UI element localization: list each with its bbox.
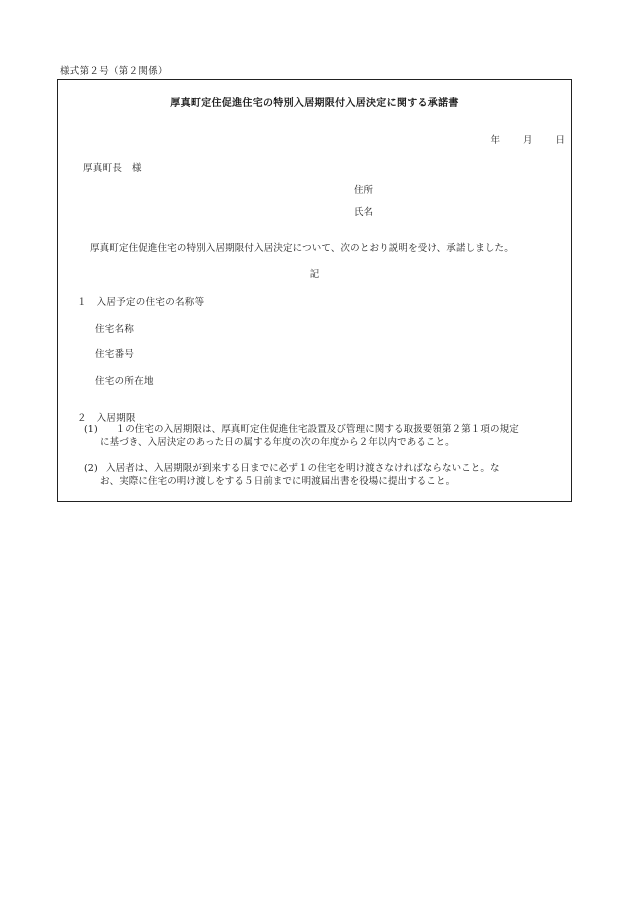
item-text-line2: お、実際に住宅の明け渡しをする５日前までに明渡届出書を役場に提出すること。 — [100, 476, 456, 487]
intro-statement: 厚真町定住促進住宅の特別入居期限付入居決定について、次のとおり説明を受け、承諾しました。 — [90, 243, 514, 254]
item-number: (1) — [84, 424, 98, 435]
addressee: 厚真町長 様 — [83, 163, 142, 174]
section-2-heading: ２ 入居期限 — [77, 413, 136, 424]
form-frame — [57, 79, 572, 502]
field-house-location: 住宅の所在地 — [95, 376, 154, 387]
section-2-item-1 — [84, 423, 519, 449]
name-label: 氏名 — [354, 207, 374, 218]
item-text-line2: に基づき、入居決定のあった日の属する年度の次の年度から２年以内であること。 — [100, 437, 455, 448]
form-number-label: 様式第２号（第２関係） — [60, 66, 168, 77]
item-number: (2) — [84, 463, 98, 474]
date-line — [490, 132, 565, 146]
date-day: 日 — [555, 135, 565, 146]
field-house-number: 住宅番号 — [95, 349, 135, 360]
address-label: 住所 — [354, 185, 374, 196]
field-house-name: 住宅名称 — [95, 324, 135, 335]
item-text-line1: １の住宅の入居期限は、厚真町定住促進住宅設置及び管理に関する取扱要領第２第１項の規定 — [106, 424, 519, 435]
date-year: 年 — [490, 135, 500, 146]
section-1-heading: １ 入居予定の住宅の名称等 — [77, 297, 205, 308]
document-title: 厚真町定住促進住宅の特別入居期限付入居決定に関する承諾書 — [170, 98, 459, 109]
section-2-item-2 — [84, 462, 500, 488]
item-text-line1: 入居者は、入居期限が到来する日までに必ず１の住宅を明け渡さなければならないこと。な — [106, 463, 500, 474]
date-month: 月 — [522, 135, 533, 146]
ki-heading: 記 — [309, 269, 320, 280]
